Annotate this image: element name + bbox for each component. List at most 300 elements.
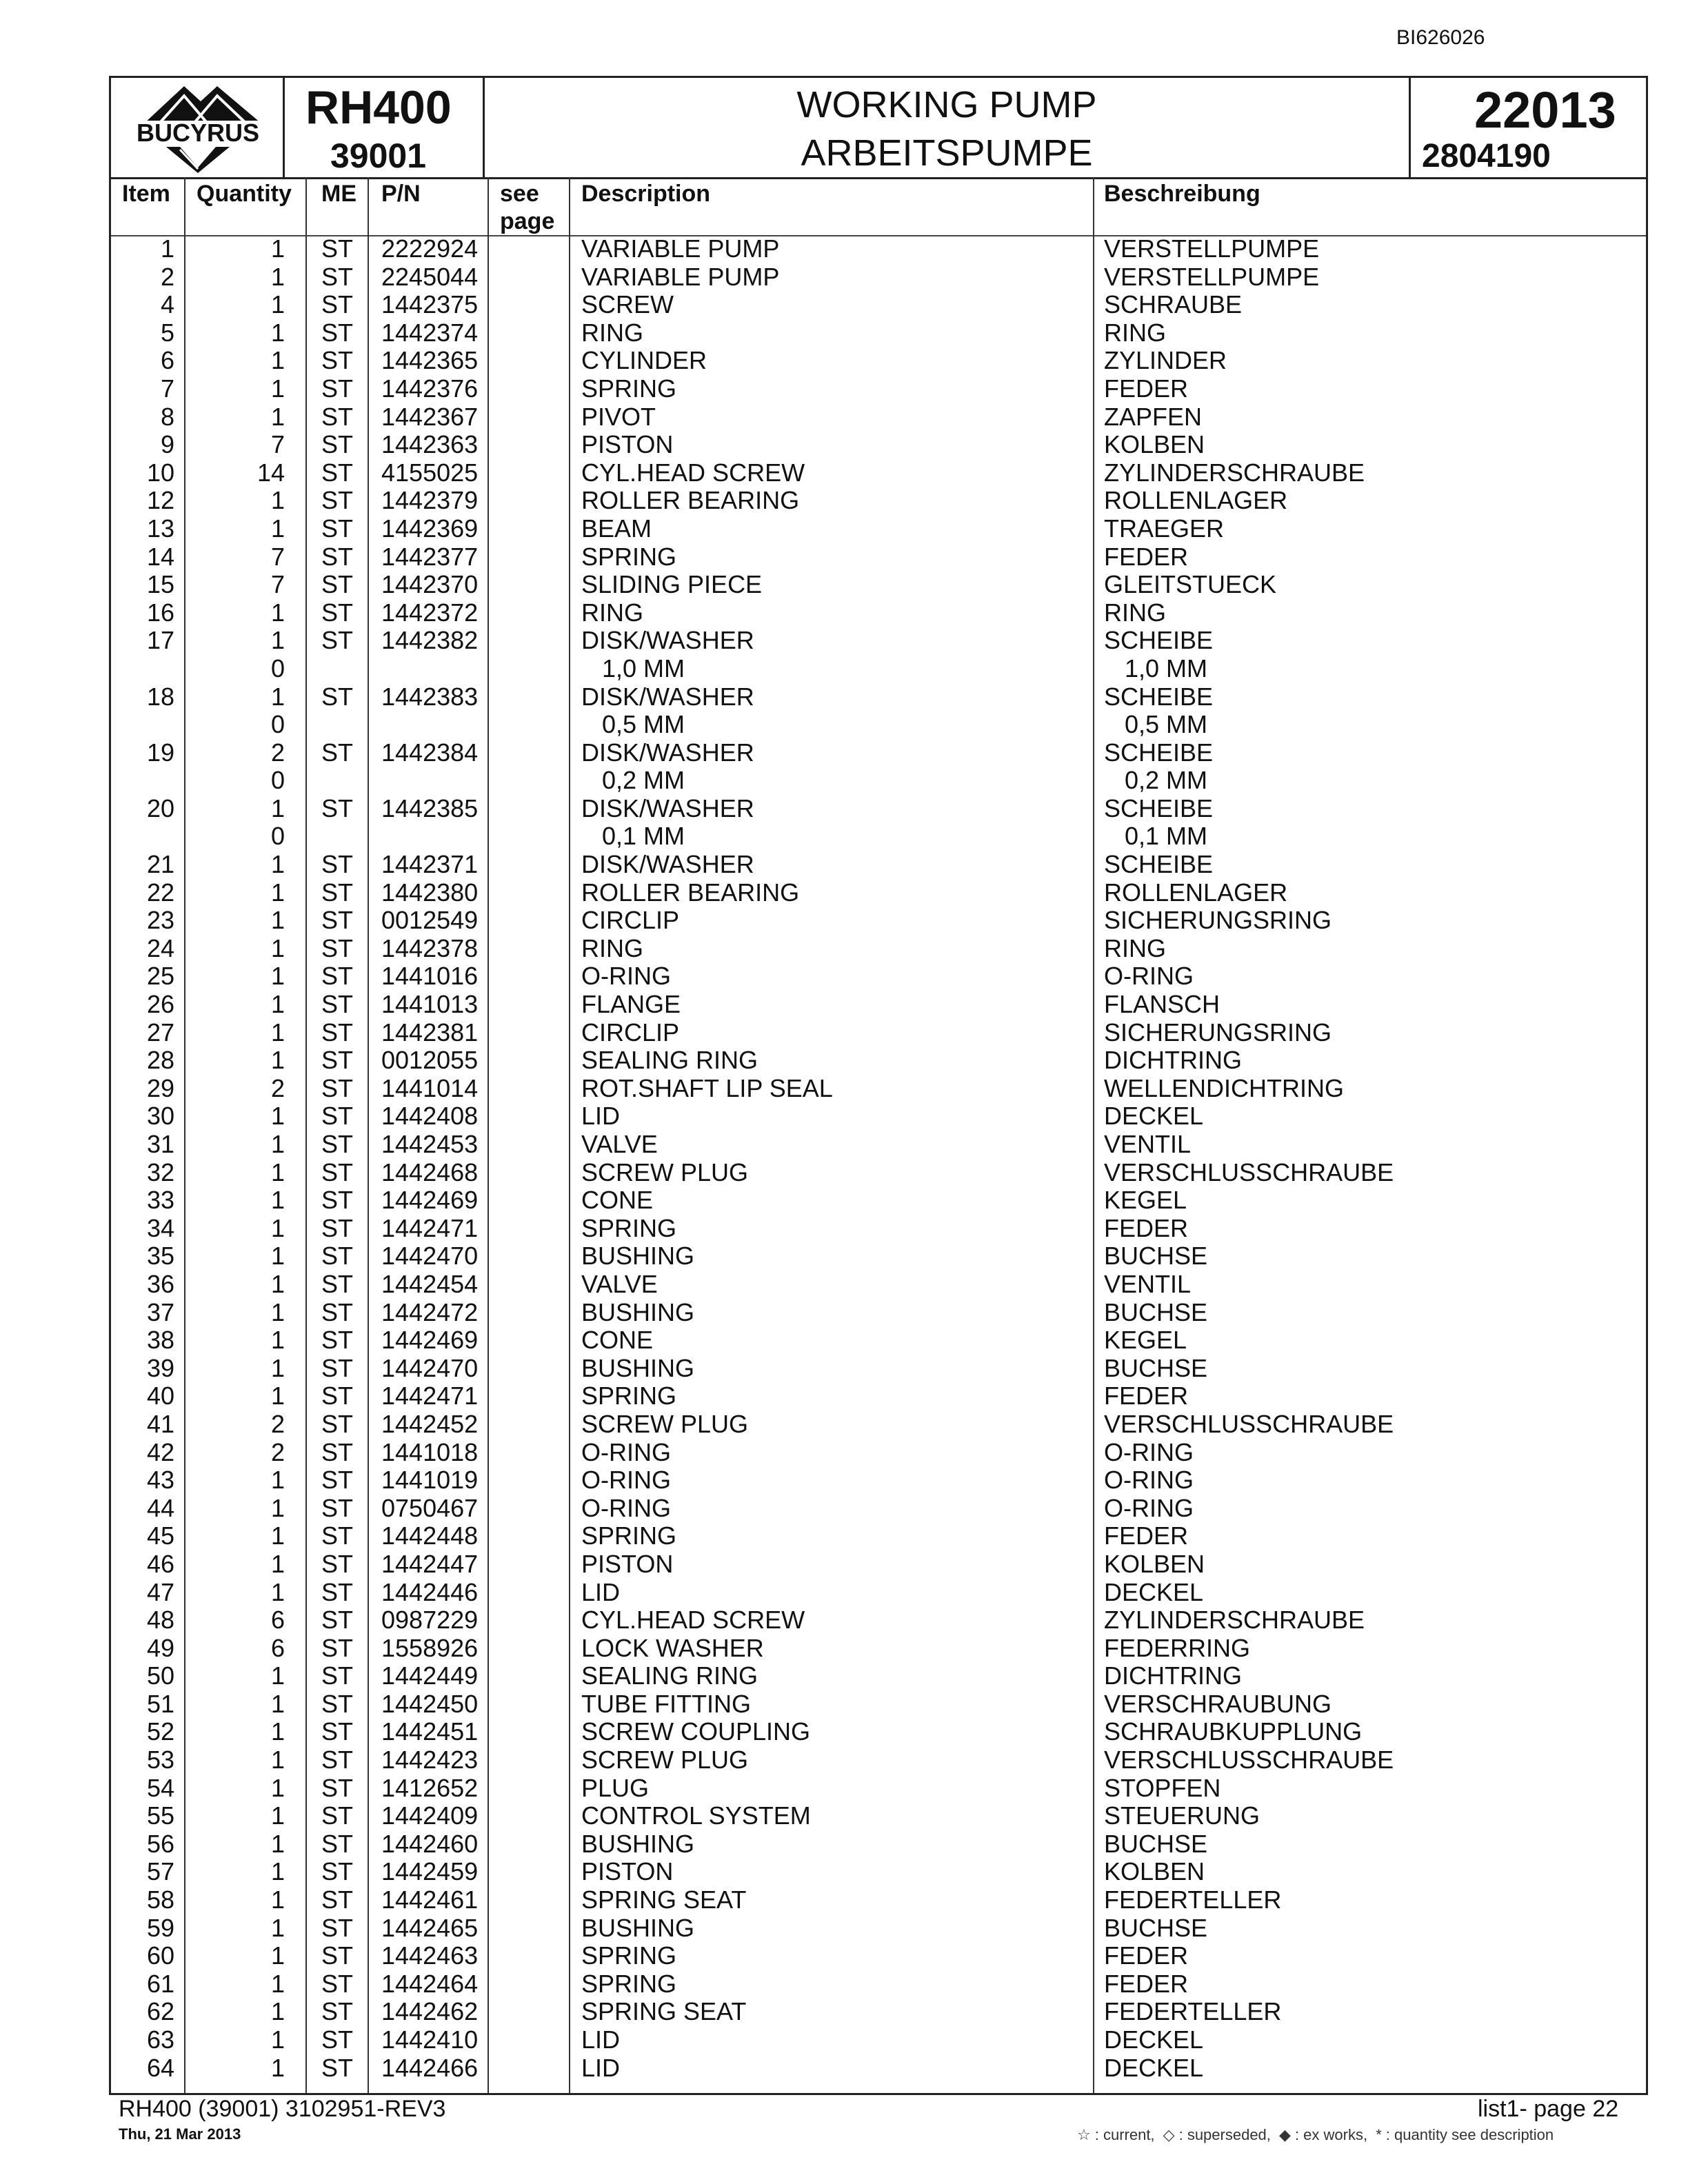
cell-beschreibung: VENTIL — [1104, 1269, 1192, 1298]
cell-beschreibung: O-RING — [1104, 1437, 1194, 1466]
table-row — [111, 487, 1646, 515]
cell-quantity: 1 — [270, 1521, 285, 1550]
cell-item: 64 — [146, 2053, 174, 2082]
cell-description: LOCK WASHER — [581, 1633, 764, 1662]
cell-quantity: 1 — [270, 1773, 285, 1802]
cell-item: 41 — [146, 1409, 174, 1438]
cell-me: ST — [321, 1773, 354, 1802]
cell-quantity: 1 — [270, 486, 285, 515]
cell-part-number: 1442462 — [381, 1997, 479, 2026]
cell-quantity: 14 — [257, 458, 285, 487]
cell-part-number: 1442423 — [381, 1746, 479, 1775]
cell-me: ST — [321, 1269, 354, 1298]
cell-me: ST — [321, 850, 354, 879]
table-row — [111, 571, 1646, 599]
cell-description: CYL.HEAD SCREW — [581, 458, 805, 487]
table-row — [111, 1215, 1646, 1243]
cell-description: O-RING — [581, 1493, 671, 1522]
cell-quantity: 1 — [270, 682, 285, 711]
cell-item: 25 — [146, 962, 174, 991]
cell-part-number: 1442451 — [381, 1717, 479, 1746]
cell-beschreibung: 0,5 MM — [1125, 710, 1208, 739]
cell-me: ST — [321, 1746, 354, 1775]
cell-beschreibung: ROLLENLAGER — [1104, 486, 1288, 515]
cell-item: 36 — [146, 1269, 174, 1298]
diamond-outline-icon: ◇ — [1163, 2126, 1175, 2143]
cell-quantity: 1 — [270, 933, 285, 962]
cell-quantity: 1 — [270, 1269, 285, 1298]
cell-item: 18 — [146, 682, 174, 711]
cell-beschreibung: SCHEIBE — [1104, 682, 1214, 711]
title-cell — [485, 78, 1411, 177]
cell-quantity: 1 — [270, 2053, 285, 2082]
table-row — [111, 1802, 1646, 1830]
legend-current: : current, — [1094, 2126, 1155, 2143]
cell-item: 10 — [146, 458, 174, 487]
cell-me: ST — [321, 1326, 354, 1355]
cell-part-number: 2245044 — [381, 262, 479, 291]
cell-me: ST — [321, 682, 354, 711]
cell-beschreibung: 0,2 MM — [1125, 766, 1208, 795]
cell-beschreibung: DECKEL — [1104, 2053, 1204, 2082]
cell-description: SPRING — [581, 1941, 677, 1970]
cell-item: 38 — [146, 1326, 174, 1355]
cell-description: BUSHING — [581, 1353, 695, 1382]
cell-part-number: 1441014 — [381, 1073, 479, 1102]
cell-part-number: 0987229 — [381, 1606, 479, 1635]
cell-description: SCREW COUPLING — [581, 1717, 811, 1746]
cell-description: ROT.SHAFT LIP SEAL — [581, 1073, 833, 1102]
cell-quantity: 1 — [270, 850, 285, 879]
cell-me: ST — [321, 542, 354, 571]
cell-description: BEAM — [581, 514, 652, 543]
cell-description: VALVE — [581, 1130, 658, 1158]
cell-item: 30 — [146, 1102, 174, 1131]
assembly-number: 2804190 — [1422, 138, 1551, 174]
cell-quantity: 1 — [270, 1213, 285, 1242]
cell-part-number: 1442371 — [381, 850, 479, 879]
cell-item: 53 — [146, 1746, 174, 1775]
cell-description: PISTON — [581, 1857, 674, 1886]
cell-beschreibung: TRAEGER — [1104, 514, 1225, 543]
table-row — [111, 879, 1646, 907]
cell-item: 34 — [146, 1213, 174, 1242]
cell-part-number: 1442464 — [381, 1969, 479, 1998]
cell-item: 40 — [146, 1382, 174, 1410]
cell-description: BUSHING — [581, 1242, 695, 1271]
cell-item: 14 — [146, 542, 174, 571]
cell-beschreibung: FEDER — [1104, 374, 1189, 403]
cell-item: 1 — [160, 234, 174, 263]
cell-item: 24 — [146, 933, 174, 962]
table-row — [111, 431, 1646, 459]
cell-item: 43 — [146, 1466, 174, 1495]
cell-description: CYLINDER — [581, 346, 707, 375]
cell-description: CIRCLIP — [581, 1018, 680, 1046]
cell-beschreibung: VERSCHLUSSCHRAUBE — [1104, 1746, 1394, 1775]
cell-beschreibung: VERSTELLPUMPE — [1104, 234, 1320, 263]
table-row — [111, 935, 1646, 963]
cell-description: SCREW PLUG — [581, 1746, 749, 1775]
cell-description: DISK/WASHER — [581, 850, 754, 879]
table-row — [111, 1299, 1646, 1327]
cell-quantity: 1 — [270, 793, 285, 822]
cell-part-number: 1442471 — [381, 1382, 479, 1410]
cell-part-number: 1442454 — [381, 1269, 479, 1298]
group-number-cell — [1411, 78, 1646, 177]
cell-part-number: 1442370 — [381, 570, 479, 599]
cell-beschreibung: FEDERTELLER — [1104, 1997, 1282, 2026]
table-row — [111, 991, 1646, 1019]
table-row — [111, 739, 1646, 767]
cell-beschreibung: SCHEIBE — [1104, 738, 1214, 767]
cell-beschreibung: BUCHSE — [1104, 1913, 1208, 1942]
col-see-page-line1: see — [500, 181, 539, 207]
cell-me: ST — [321, 1633, 354, 1662]
cell-item: 22 — [146, 878, 174, 907]
cell-beschreibung: RING — [1104, 933, 1166, 962]
cell-me: ST — [321, 346, 354, 375]
cell-quantity: 1 — [270, 1997, 285, 2026]
cell-part-number: 1442384 — [381, 738, 479, 767]
cell-description: SEALING RING — [581, 1046, 758, 1075]
cell-part-number: 1441016 — [381, 962, 479, 991]
cell-me: ST — [321, 1941, 354, 1970]
cell-item: 12 — [146, 486, 174, 515]
table-row — [111, 347, 1646, 375]
cell-me: ST — [321, 1130, 354, 1158]
cell-part-number: 1442453 — [381, 1130, 479, 1158]
col-description: Description — [581, 181, 711, 207]
cell-quantity: 0 — [270, 654, 285, 682]
cell-item: 60 — [146, 1941, 174, 1970]
table-row — [111, 291, 1646, 319]
cell-beschreibung: SCHRAUBE — [1104, 290, 1243, 319]
cell-beschreibung: ROLLENLAGER — [1104, 878, 1288, 907]
cell-me: ST — [321, 933, 354, 962]
cell-item: 58 — [146, 1885, 174, 1914]
cell-beschreibung: SCHRAUBKUPPLUNG — [1104, 1717, 1363, 1746]
cell-part-number: 1441018 — [381, 1437, 479, 1466]
table-row — [111, 1718, 1646, 1746]
table-row — [111, 1271, 1646, 1299]
cell-part-number: 1442363 — [381, 430, 479, 459]
cell-beschreibung: KOLBEN — [1104, 430, 1205, 459]
cell-me: ST — [321, 1717, 354, 1746]
cell-item: 17 — [146, 626, 174, 655]
cell-quantity: 1 — [270, 906, 285, 935]
cell-quantity: 1 — [270, 262, 285, 291]
cell-me: ST — [321, 1382, 354, 1410]
cell-part-number: 1442448 — [381, 1521, 479, 1550]
cell-quantity: 1 — [270, 1969, 285, 1998]
cell-description: SPRING — [581, 1382, 677, 1410]
table-row — [111, 795, 1646, 823]
star-icon: ☆ — [1077, 2126, 1091, 2143]
group-number: 22013 — [1474, 81, 1616, 139]
cell-me: ST — [321, 2025, 354, 2054]
col-see-page — [500, 177, 554, 235]
table-row — [111, 1886, 1646, 1914]
cell-quantity: 1 — [270, 1801, 285, 1830]
table-row — [111, 1466, 1646, 1495]
cell-beschreibung: STOPFEN — [1104, 1773, 1221, 1802]
cell-me: ST — [321, 878, 354, 907]
table-row — [111, 1131, 1646, 1159]
table-row — [111, 1914, 1646, 1943]
cell-description: SPRING — [581, 1521, 677, 1550]
cell-quantity: 0 — [270, 766, 285, 795]
cell-beschreibung: BUCHSE — [1104, 1297, 1208, 1326]
cell-part-number: 1412652 — [381, 1773, 479, 1802]
cell-description: ROLLER BEARING — [581, 486, 800, 515]
table-row — [111, 655, 1646, 683]
cell-item: 19 — [146, 738, 174, 767]
cell-item: 46 — [146, 1549, 174, 1578]
cell-quantity: 1 — [270, 2025, 285, 2054]
table-row — [111, 962, 1646, 991]
table-row — [111, 1579, 1646, 1607]
cell-item: 57 — [146, 1857, 174, 1886]
document-id: BI626026 — [1396, 26, 1485, 49]
cell-description: TUBE FITTING — [581, 1689, 751, 1718]
legend-ex-works: : ex works, — [1294, 2126, 1368, 2143]
table-row — [111, 599, 1646, 627]
cell-description: BUSHING — [581, 1829, 695, 1858]
cell-quantity: 1 — [270, 1885, 285, 1914]
cell-part-number: 1442470 — [381, 1353, 479, 1382]
col-quantity: Quantity — [197, 181, 292, 207]
cell-beschreibung: KOLBEN — [1104, 1857, 1205, 1886]
table-row — [111, 822, 1646, 851]
cell-quantity: 1 — [270, 234, 285, 263]
cell-beschreibung: FEDER — [1104, 542, 1189, 571]
cell-description: PLUG — [581, 1773, 650, 1802]
cell-me: ST — [321, 262, 354, 291]
cell-part-number: 1442380 — [381, 878, 479, 907]
cell-beschreibung: VERSCHLUSSCHRAUBE — [1104, 1409, 1394, 1438]
cell-part-number: 1442385 — [381, 793, 479, 822]
cell-me: ST — [321, 598, 354, 627]
cell-part-number: 1442409 — [381, 1801, 479, 1830]
cell-part-number: 1442365 — [381, 346, 479, 375]
legend-quantity: : quantity see description — [1385, 2126, 1554, 2143]
cell-beschreibung: DECKEL — [1104, 2025, 1204, 2054]
cell-part-number: 0012549 — [381, 906, 479, 935]
cell-me: ST — [321, 1157, 354, 1186]
cell-item: 21 — [146, 850, 174, 879]
cell-item: 8 — [160, 402, 174, 431]
cell-me: ST — [321, 1242, 354, 1271]
cell-description: DISK/WASHER — [581, 626, 754, 655]
cell-me: ST — [321, 1913, 354, 1942]
cell-item: 35 — [146, 1242, 174, 1271]
table-row — [111, 1606, 1646, 1635]
parts-list-frame — [109, 76, 1648, 2095]
cell-beschreibung: BUCHSE — [1104, 1829, 1208, 1858]
cell-me: ST — [321, 234, 354, 263]
cell-beschreibung: DECKEL — [1104, 1577, 1204, 1606]
cell-me: ST — [321, 514, 354, 543]
cell-item: 48 — [146, 1606, 174, 1635]
cell-quantity: 1 — [270, 1493, 285, 1522]
cell-description: SLIDING PIECE — [581, 570, 763, 599]
cell-me: ST — [321, 458, 354, 487]
cell-quantity: 7 — [270, 570, 285, 599]
table-row — [111, 1326, 1646, 1355]
cell-quantity: 7 — [270, 430, 285, 459]
cell-me: ST — [321, 1466, 354, 1495]
cell-me: ST — [321, 1186, 354, 1215]
table-row — [111, 1439, 1646, 1467]
table-row — [111, 543, 1646, 572]
table-row — [111, 851, 1646, 879]
cell-quantity: 6 — [270, 1606, 285, 1635]
cell-part-number: 1442449 — [381, 1661, 479, 1690]
model-serial: 39001 — [330, 136, 427, 175]
cell-description: O-RING — [581, 962, 671, 991]
cell-me: ST — [321, 1689, 354, 1718]
cell-part-number: 1442459 — [381, 1857, 479, 1886]
cell-part-number: 2222924 — [381, 234, 479, 263]
cell-me: ST — [321, 1606, 354, 1635]
table-row — [111, 2026, 1646, 2054]
cell-description: CONE — [581, 1186, 654, 1215]
table-row — [111, 2054, 1646, 2083]
footer-legend — [1077, 2126, 1558, 2144]
cell-quantity: 1 — [270, 1829, 285, 1858]
cell-beschreibung: FLANSCH — [1104, 990, 1220, 1019]
cell-me: ST — [321, 1801, 354, 1830]
cell-quantity: 1 — [270, 1018, 285, 1046]
col-beschreibung: Beschreibung — [1104, 181, 1260, 207]
cell-quantity: 1 — [270, 1689, 285, 1718]
cell-me: ST — [321, 1997, 354, 2026]
cell-me: ST — [321, 1297, 354, 1326]
table-row — [111, 1102, 1646, 1131]
cell-part-number: 1442460 — [381, 1829, 479, 1858]
page-title-german: ARBEITSPUMPE — [801, 132, 1093, 174]
cell-part-number: 1442450 — [381, 1689, 479, 1718]
cell-quantity: 2 — [270, 738, 285, 767]
table-row — [111, 1830, 1646, 1859]
cell-item: 32 — [146, 1157, 174, 1186]
table-row — [111, 711, 1646, 739]
cell-quantity: 1 — [270, 1297, 285, 1326]
cell-beschreibung: DICHTRING — [1104, 1046, 1242, 1075]
cell-part-number: 1442379 — [381, 486, 479, 515]
cell-description: LID — [581, 1102, 621, 1131]
table-row — [111, 1046, 1646, 1075]
cell-beschreibung: KOLBEN — [1104, 1549, 1205, 1578]
cell-description: DISK/WASHER — [581, 738, 754, 767]
cell-me: ST — [321, 1353, 354, 1382]
page-title: WORKING PUMP — [796, 84, 1097, 125]
cell-quantity: 1 — [270, 1353, 285, 1382]
cell-quantity: 6 — [270, 1633, 285, 1662]
cell-beschreibung: KEGEL — [1104, 1326, 1187, 1355]
cell-quantity: 1 — [270, 514, 285, 543]
cell-description: SCREW PLUG — [581, 1157, 749, 1186]
cell-beschreibung: 1,0 MM — [1125, 654, 1208, 682]
cell-quantity: 1 — [270, 402, 285, 431]
cell-item: 63 — [146, 2025, 174, 2054]
cell-beschreibung: GLEITSTUECK — [1104, 570, 1277, 599]
table-row — [111, 1635, 1646, 1663]
cell-quantity: 7 — [270, 542, 285, 571]
cell-me: ST — [321, 1073, 354, 1102]
cell-description: PISTON — [581, 1549, 674, 1578]
cell-part-number: 0750467 — [381, 1493, 479, 1522]
model-cell — [285, 78, 485, 177]
cell-me: ST — [321, 430, 354, 459]
cell-beschreibung: STEUERUNG — [1104, 1801, 1260, 1830]
cell-item: 15 — [146, 570, 174, 599]
cell-quantity: 2 — [270, 1409, 285, 1438]
cell-part-number: 0012055 — [381, 1046, 479, 1075]
cell-description: PIVOT — [581, 402, 656, 431]
table-row — [111, 1970, 1646, 1999]
cell-description: 0,5 MM — [602, 710, 685, 739]
cell-me: ST — [321, 1857, 354, 1886]
table-row — [111, 459, 1646, 487]
cell-part-number: 1442470 — [381, 1242, 479, 1271]
cell-beschreibung: O-RING — [1104, 1466, 1194, 1495]
cell-quantity: 1 — [270, 290, 285, 319]
table-row — [111, 767, 1646, 795]
cell-part-number: 1442382 — [381, 626, 479, 655]
cell-quantity: 1 — [270, 346, 285, 375]
table-row — [111, 1159, 1646, 1187]
header-block — [111, 78, 1646, 179]
cell-part-number: 1442372 — [381, 598, 479, 627]
col-see-page-line2: page — [500, 208, 555, 234]
cell-description: CONTROL SYSTEM — [581, 1801, 811, 1830]
cell-me: ST — [321, 570, 354, 599]
cell-beschreibung: ZYLINDERSCHRAUBE — [1104, 458, 1365, 487]
cell-part-number: 1442452 — [381, 1409, 479, 1438]
cell-beschreibung: WELLENDICHTRING — [1104, 1073, 1345, 1102]
table-row — [111, 1690, 1646, 1719]
cell-beschreibung: O-RING — [1104, 1493, 1194, 1522]
cell-quantity: 2 — [270, 1073, 285, 1102]
cell-beschreibung: BUCHSE — [1104, 1353, 1208, 1382]
cell-quantity: 1 — [270, 1157, 285, 1186]
col-me: ME — [321, 181, 356, 207]
cell-description: LID — [581, 2053, 621, 2082]
cell-me: ST — [321, 1102, 354, 1131]
col-item: Item — [122, 181, 170, 207]
legend-superseded: : superseded, — [1178, 2126, 1271, 2143]
cell-description: RING — [581, 598, 643, 627]
cell-part-number: 1442376 — [381, 374, 479, 403]
cell-description: SCREW — [581, 290, 674, 319]
table-row — [111, 907, 1646, 935]
cell-item: 2 — [160, 262, 174, 291]
cell-quantity: 1 — [270, 598, 285, 627]
cell-description: 1,0 MM — [602, 654, 685, 682]
cell-part-number: 1442469 — [381, 1186, 479, 1215]
cell-quantity: 1 — [270, 878, 285, 907]
cell-beschreibung: DECKEL — [1104, 1102, 1204, 1131]
cell-item: 44 — [146, 1493, 174, 1522]
cell-description: CONE — [581, 1326, 654, 1355]
cell-part-number: 1442375 — [381, 290, 479, 319]
cell-part-number: 1442369 — [381, 514, 479, 543]
table-row — [111, 1242, 1646, 1271]
table-row — [111, 683, 1646, 711]
cell-item: 26 — [146, 990, 174, 1019]
